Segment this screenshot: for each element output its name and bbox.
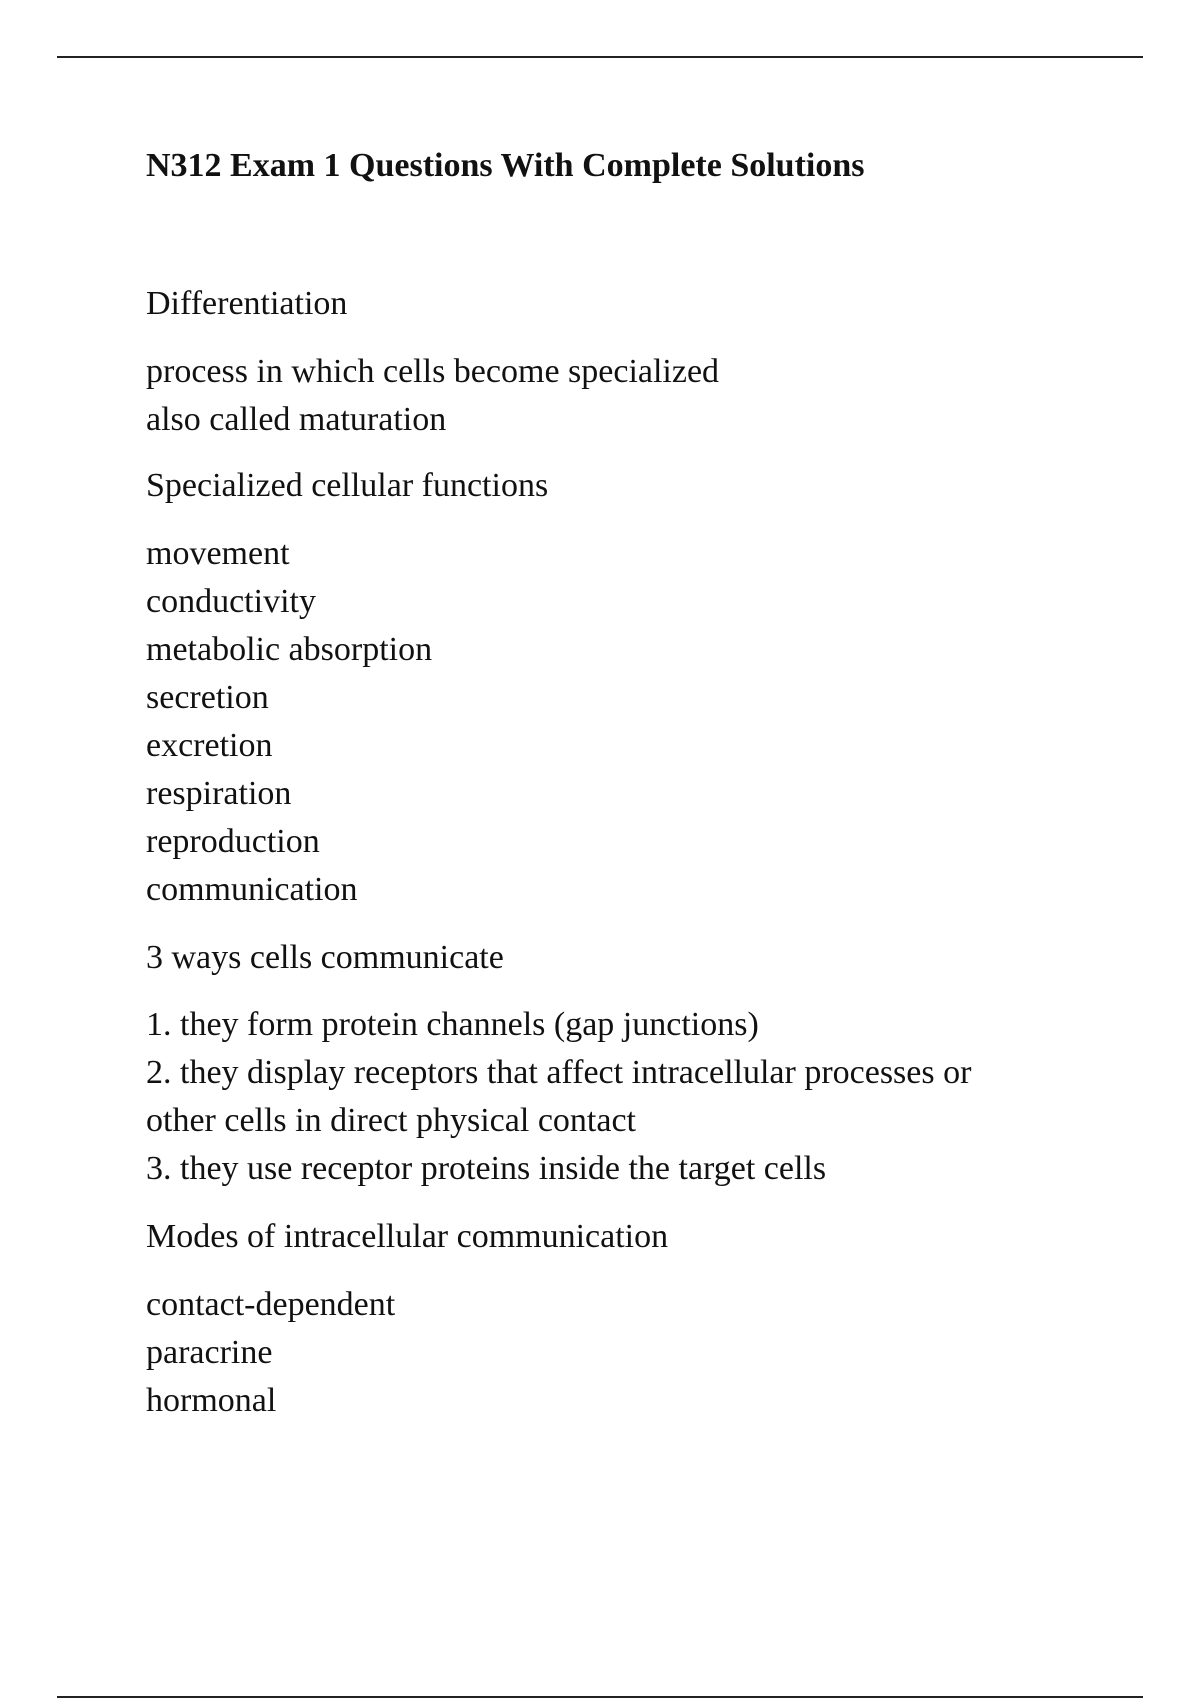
definition-line: contact-dependent	[146, 1286, 396, 1323]
top-rule	[57, 56, 1143, 58]
bottom-rule	[57, 1696, 1143, 1698]
definition-line: secretion	[146, 679, 269, 716]
definition-line: 3. they use receptor proteins inside the target cells	[146, 1150, 827, 1187]
definition-line: paracrine	[146, 1334, 273, 1371]
definition-line: also called maturation	[146, 401, 447, 438]
term-specialized-cellular-functions: Specialized cellular functions	[146, 467, 549, 504]
term-3-ways-cells-communicate: 3 ways cells communicate	[146, 939, 504, 976]
definition-line: communication	[146, 871, 358, 908]
term-differentiation: Differentiation	[146, 285, 348, 322]
definition-line: 1. they form protein channels (gap junctions)	[146, 1006, 759, 1043]
definition-line: reproduction	[146, 823, 320, 860]
definition-line: excretion	[146, 727, 273, 764]
definition-line: conductivity	[146, 583, 316, 620]
definition-line: metabolic absorption	[146, 631, 433, 668]
definition-line: 2. they display receptors that affect intracellular processes or	[146, 1054, 972, 1091]
definition-line: hormonal	[146, 1382, 277, 1419]
document-title: N312 Exam 1 Questions With Complete Solutions	[146, 147, 865, 184]
definition-line: other cells in direct physical contact	[146, 1102, 636, 1139]
definition-line: respiration	[146, 775, 292, 812]
definition-line: process in which cells become specialized	[146, 353, 720, 390]
definition-line: movement	[146, 535, 290, 572]
term-modes-of-intracellular-communication: Modes of intracellular communication	[146, 1218, 669, 1255]
